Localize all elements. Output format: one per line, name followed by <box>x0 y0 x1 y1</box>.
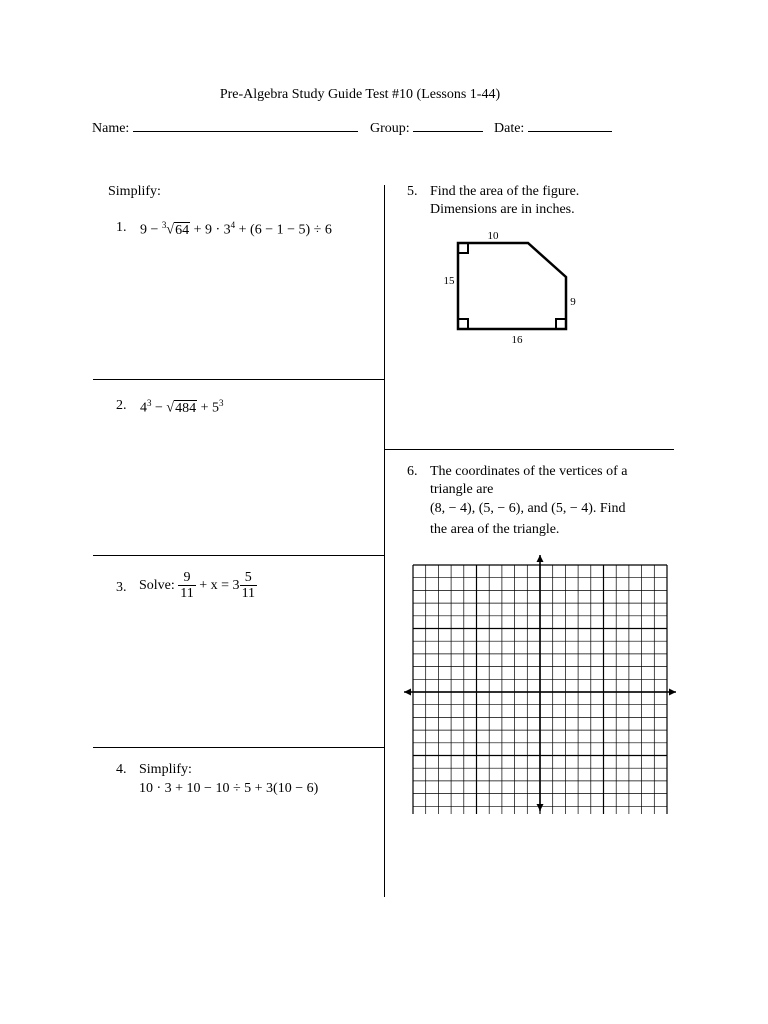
divider-q3-q4 <box>93 747 384 748</box>
q2-minus: − <box>151 400 167 416</box>
q3-label: Solve: <box>139 577 175 593</box>
q2-exponent1: 3 <box>147 398 152 408</box>
q6-line2: triangle are <box>430 482 494 497</box>
q3-mixed-fraction <box>240 570 257 602</box>
x-axis-arrow-left <box>404 689 411 696</box>
pentagon-shape <box>458 243 566 329</box>
coordinate-grid <box>400 552 680 814</box>
q4-number: 4. <box>116 762 127 777</box>
q6-line3: (8, − 4), (5, − 6), and (5, − 4). Find <box>430 501 626 516</box>
q3-mixed-denominator: 11 <box>241 586 256 602</box>
q6-line4: the area of the triangle. <box>430 522 560 537</box>
q5-line1: Find the area of the figure. <box>430 184 580 199</box>
divider-q2-q3 <box>93 555 384 556</box>
q3-fraction-numerator: 9 <box>178 570 195 586</box>
q1-part2: + 9 · 3 <box>190 222 231 238</box>
y-axis-arrow-down <box>537 804 544 811</box>
q1-expression: $9 - ^3√64 + 9 \cdot 3^4 + (6 - 1 - 5) \div 6$ <box>140 220 332 238</box>
name-field <box>92 121 358 137</box>
dim-top: 10 <box>487 230 499 242</box>
q1-radicand: 64 <box>175 222 190 238</box>
q1-exponent: 4 <box>230 220 236 230</box>
q1-part3: + (6 − 1 − 5) ÷ 6 <box>235 222 332 238</box>
date-label: Date: <box>494 121 525 136</box>
q2-exponent2: 3 <box>219 398 224 408</box>
group-blank <box>413 131 483 132</box>
date-field <box>494 121 612 137</box>
divider-q1-q2 <box>93 379 384 380</box>
q6-line1: The coordinates of the vertices of a <box>430 464 628 479</box>
q5-figure <box>430 225 600 350</box>
x-axis-arrow-right <box>669 689 676 696</box>
dim-right: 9 <box>570 296 576 308</box>
q2-radicand: 484 <box>175 400 197 416</box>
q2-number: 2. <box>116 398 127 413</box>
q4-expression: 10 · 3 + 10 − 10 ÷ 5 + 3(10 − 6) <box>139 781 319 796</box>
q3-expression <box>139 570 257 602</box>
dim-left: 15 <box>443 275 455 287</box>
q5-line2: Dimensions are in inches. <box>430 202 575 217</box>
q3-fraction-denominator: 11 <box>180 586 194 602</box>
q3-fraction <box>178 570 195 602</box>
q2-plus: + 5 <box>197 400 219 416</box>
q5-number: 5. <box>407 184 418 199</box>
dim-bottom: 16 <box>511 334 523 346</box>
q1-number: 1. <box>116 220 127 235</box>
q3-middle: + x = 3 <box>199 577 240 593</box>
q1-part1: 9 − <box>140 222 162 238</box>
right-angle-top-left <box>458 243 468 253</box>
right-angle-bottom-right <box>556 319 566 329</box>
y-axis-arrow-up <box>537 555 544 562</box>
q3-mixed-numerator: 5 <box>240 570 257 586</box>
page-title: Pre-Algebra Study Guide Test #10 (Lessons 1-44) <box>219 87 501 102</box>
section-label: Simplify: <box>108 184 161 199</box>
q2-base: 4 <box>140 400 147 416</box>
column-divider <box>384 185 385 897</box>
date-blank <box>528 131 612 132</box>
q3-number: 3. <box>116 580 127 595</box>
divider-q5-q6 <box>384 449 674 450</box>
name-label: Name: <box>92 121 130 136</box>
q4-label: Simplify: <box>139 762 192 777</box>
q6-number: 6. <box>407 464 418 479</box>
group-field <box>370 121 483 137</box>
right-angle-bottom-left <box>458 319 468 329</box>
group-label: Group: <box>370 121 410 136</box>
q1-root-index: 3 <box>161 220 167 230</box>
name-blank <box>133 131 358 132</box>
q2-expression: $4^3 - √484 + 5^3$ <box>140 398 224 416</box>
